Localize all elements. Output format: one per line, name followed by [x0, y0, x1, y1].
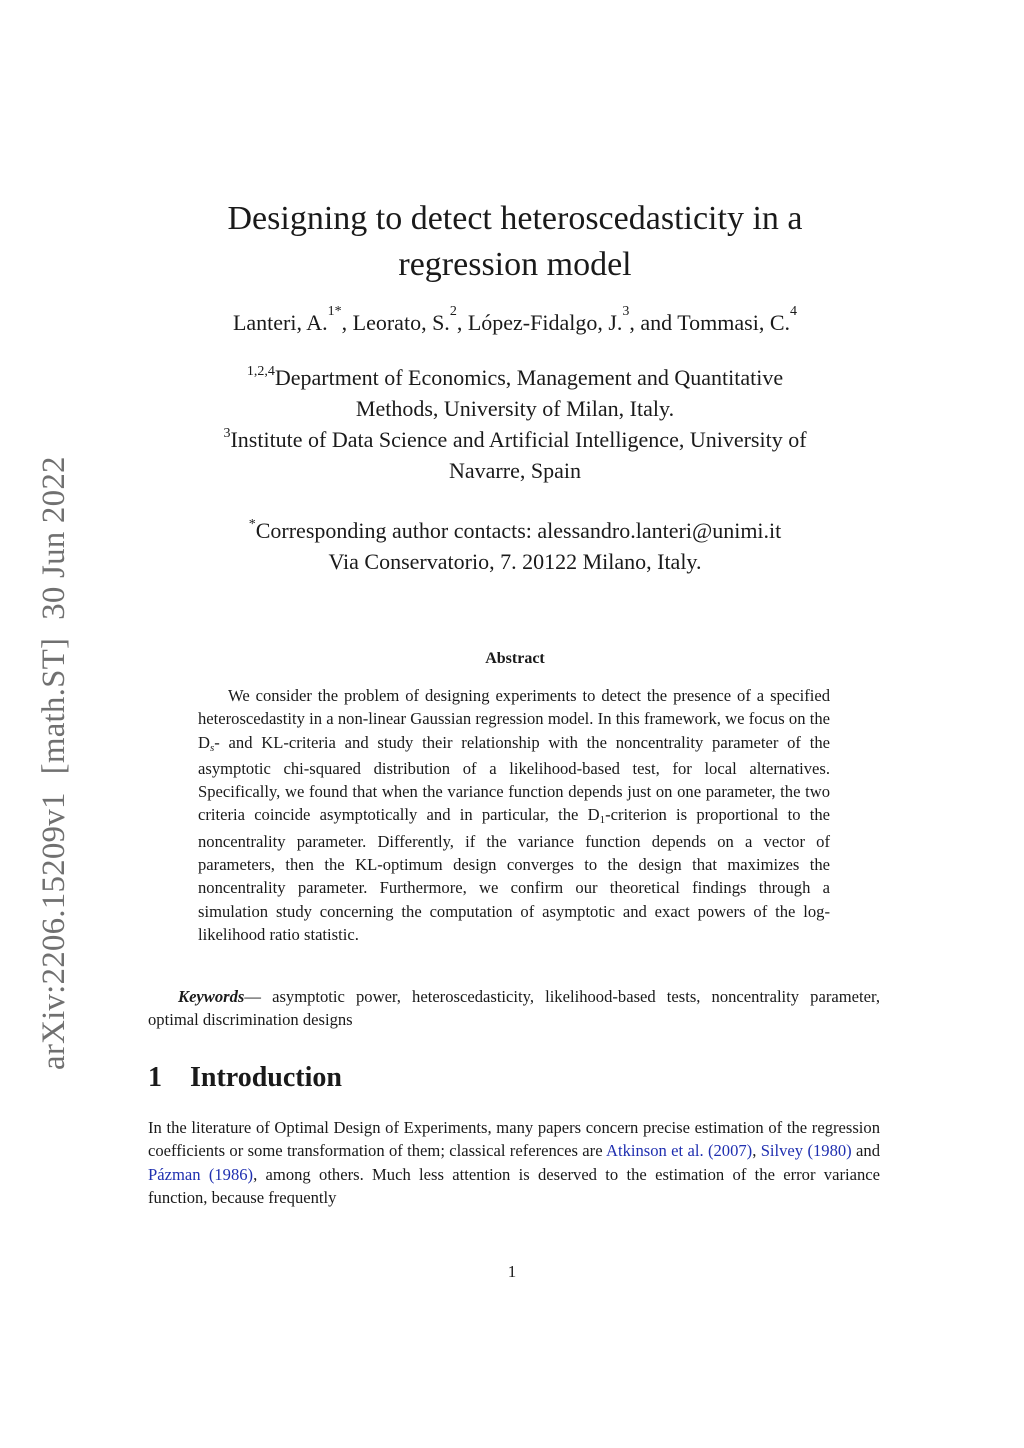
contact-address: Via Conservatorio, 7. 20122 Milano, Italy. — [328, 549, 702, 574]
corresponding-mark: * — [248, 517, 256, 532]
author-name: Lanteri, A. — [232, 310, 328, 335]
subscript: s — [209, 741, 215, 754]
section-heading-introduction — [148, 1062, 342, 1094]
affiliation-line — [140, 362, 890, 393]
affiliation-line: Navarre, Spain — [449, 458, 581, 483]
subscript: 1 — [599, 814, 606, 827]
author-affiliation-mark: 1* — [327, 304, 342, 319]
affiliation-text: Institute of Data Science and Artificial Intelligence, University of — [230, 427, 807, 452]
paragraph-text: and — [851, 1141, 880, 1161]
title-line-1: Designing to detect heteroscedasticity in a — [227, 200, 803, 237]
abstract-part: We consider the problem of designing experiments to detect the presence of a specified heteroscedastity in a non-linear Gaussian regression model. In this framework, we focus on the D — [198, 686, 830, 752]
author-affiliation-mark: 4 — [790, 304, 798, 319]
citation-year: (1986) — [208, 1164, 254, 1184]
affiliation-line — [140, 424, 890, 455]
paragraph-text: , — [752, 1141, 761, 1161]
author-separator: , — [456, 310, 468, 335]
keywords-dash: — — [244, 987, 273, 1006]
author-separator: , — [341, 310, 353, 335]
affiliation-text: Department of Economics, Management and Quantitative — [274, 365, 784, 390]
affiliations — [140, 362, 890, 486]
section-number: 1 — [148, 1062, 162, 1093]
citation-link-pazman[interactable] — [148, 1165, 253, 1184]
citation-author: Silvey — [760, 1141, 804, 1161]
section-title: Introduction — [190, 1062, 342, 1093]
abstract-heading: Abstract — [485, 650, 545, 667]
keywords-text: asymptotic power, heteroscedasticity, likelihood-based tests, noncentrality parameter, optimal discrimination designs — [148, 987, 880, 1030]
arxiv-date: 30 Jun 2022 — [36, 456, 72, 620]
citation-author: Pázman — [148, 1164, 201, 1184]
citation-link-atkinson[interactable] — [606, 1141, 752, 1160]
author-name: Tommasi, C. — [677, 310, 791, 335]
corresponding-author — [140, 515, 890, 577]
author-list — [120, 304, 910, 336]
author-affiliation-mark: 3 — [622, 304, 630, 319]
contact-line — [140, 515, 890, 546]
affiliation-mark: 3 — [223, 426, 231, 441]
author-name: López-Fidalgo, J. — [467, 310, 623, 335]
arxiv-stamp — [36, 438, 73, 1070]
keywords-label: Keywords — [178, 987, 245, 1006]
affiliation-line: Methods, University of Milan, Italy. — [355, 396, 675, 421]
arxiv-id: arXiv:2206.15209v1 — [36, 792, 72, 1070]
title-line-2: regression model — [398, 246, 632, 283]
abstract-text — [198, 684, 830, 946]
author-affiliation-mark: 2 — [449, 304, 457, 319]
contact-email-line: Corresponding author contacts: alessandro.lanteri@unimi.it — [255, 518, 782, 543]
page-number: 1 — [507, 1262, 517, 1281]
citation-link-silvey[interactable] — [761, 1141, 852, 1160]
citation-year: (1980) — [807, 1141, 852, 1161]
author-separator: , and — [629, 310, 678, 335]
citation-year: (2007) — [707, 1141, 753, 1161]
abstract-part: - and KL-criteria and study their relationship with the noncentrality parameter of the asymptotic chi-squared distribution of a likelihood-based test, for local alternatives. Specifically, we found that when the variance function depends just on one parameter, the two criteria coincide asymptotically and in particular, the D — [198, 732, 830, 825]
affiliation-mark: 1,2,4 — [246, 364, 275, 379]
keywords — [148, 985, 880, 1032]
paragraph-text: In the literature of Optimal Design of Experiments, many papers concern precise estimation of the regression coefficients or some transformation of them; classical references are — [148, 1118, 880, 1161]
abstract-part: -criterion is proportional to the noncentrality parameter. Differently, if the variance function depends on a vector of parameters, then the KL-optimum design converges to the design that maximizes the noncentrality parameter. Furthermore, we confirm our theoretical findings through a simulation study concerning the computation of asymptotic and exact powers of the log-likelihood ratio statistic. — [198, 805, 830, 944]
citation-author: Atkinson et al. — [605, 1141, 704, 1161]
paper-title — [150, 196, 880, 288]
paragraph-text: , among others. Much less attention is deserved to the estimation of the error variance function, because frequently — [148, 1164, 880, 1207]
author-name: Leorato, S. — [352, 310, 450, 335]
introduction-paragraph — [148, 1116, 880, 1209]
arxiv-category: [math.ST] — [36, 637, 72, 775]
